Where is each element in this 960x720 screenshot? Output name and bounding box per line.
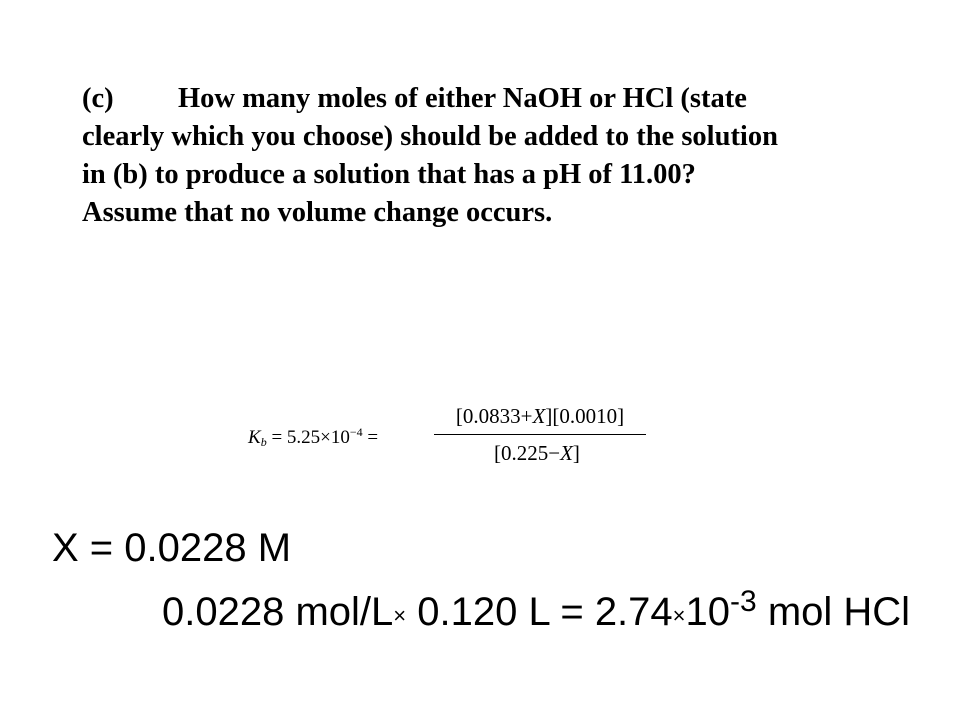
kb-fraction	[434, 402, 646, 467]
denominator-part-1: [0.225−	[494, 441, 561, 465]
question-text	[82, 80, 882, 232]
question-line-1-text: How many moles of either NaOH or HCl (state	[178, 83, 747, 114]
question-line-3: in (b) to produce a solution that has a pH of 11.00?	[82, 159, 696, 190]
numerator-part-2: ][0.0010]	[545, 404, 625, 428]
numerator-variable: X	[532, 404, 546, 428]
calc-part-3: 10	[685, 590, 731, 634]
kb-value: 5.25×10	[286, 427, 350, 448]
fraction-bar	[434, 434, 646, 435]
kb-expression	[248, 425, 378, 450]
times-sign-2: ×	[672, 603, 686, 628]
numerator-part-1: [0.0833+	[455, 404, 533, 428]
times-sign-1: ×	[393, 603, 407, 628]
moles-calculation	[162, 578, 910, 640]
calc-part-1: 0.0228 mol/L	[162, 590, 394, 634]
fraction-denominator	[472, 439, 646, 467]
denominator-variable: X	[560, 441, 573, 465]
fraction-numerator	[434, 402, 646, 430]
kb-exponent: −4	[349, 425, 363, 439]
equals-sign-1: =	[271, 427, 283, 448]
calc-exponent: -3	[730, 585, 757, 618]
x-answer: X = 0.0228 M	[52, 526, 292, 570]
denominator-part-2: ]	[572, 441, 580, 465]
kb-symbol: K	[248, 427, 261, 448]
question-label: (c)	[82, 83, 114, 114]
question-line-1	[82, 80, 882, 118]
question-line-4: Assume that no volume change occurs.	[82, 197, 553, 228]
question-line-2: clearly which you choose) should be added to the solution	[82, 121, 778, 152]
calc-part-4: mol HCl	[756, 590, 911, 634]
calc-part-2: 0.120 L = 2.74	[406, 590, 673, 634]
kb-subscript: b	[260, 435, 267, 449]
equals-sign-2: =	[367, 427, 379, 448]
